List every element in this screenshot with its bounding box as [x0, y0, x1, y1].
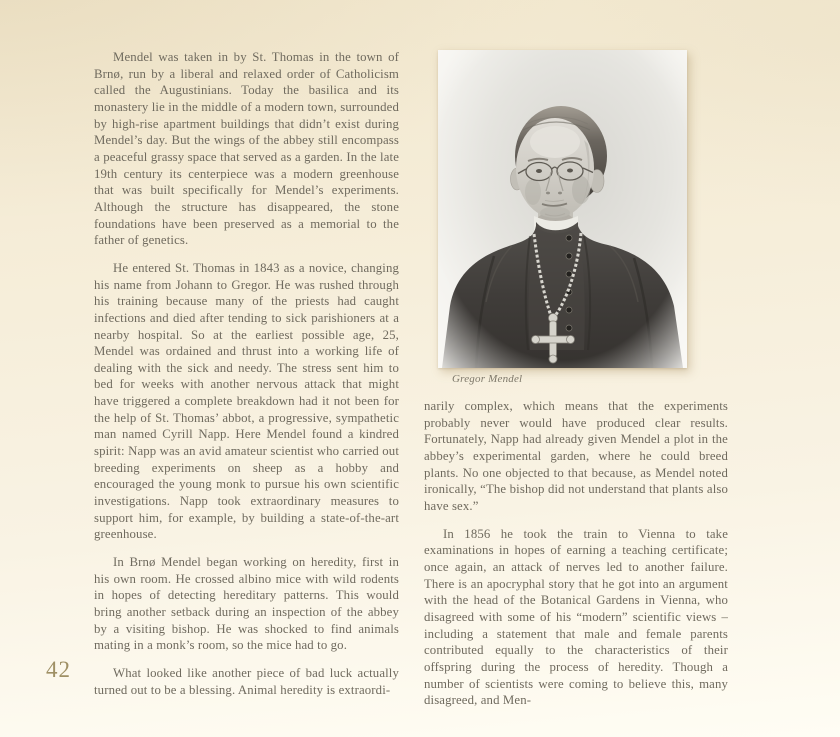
- paragraph-left-1: Mendel was taken in by St. Thomas in the town of Brnø, run by a liberal and relaxed order of Catholicism called the Augustinians. Today the basilica and its monastery lie in the middle of a modern town, surrounded by high-rise apartment buildings that didn’t exist during Mendel’s day. But the wings of the abbey still encompass a peaceful grassy space that served as a garden. In the late 19th century its centerpiece was a modern greenhouse that was built specifically for Mendel’s experiments. Although the structure has disappeared, the stone foundations have been preserved as a memorial to the father of genetics.: [94, 50, 399, 248]
- paragraph-left-2: He entered St. Thomas in 1843 as a novice, changing his name from Johann to Gregor. He was rushed through his training because many of the priests had caught infections and died after tending to sick parishioners at a nearby hospital. So at the earliest possible age, 25, Mendel was ordained and thrust into a working life of dealing with the sick and needy. The stress sent him to bed for weeks with another nervous attack that might have triggered a complete breakdown had it not been for the help of St. Thomas’ abbot, a progressive, sympathetic man named Cyrill Napp. Here Mendel found a kindred spirit: Napp was an avid amateur scientist who carried out breeding experiments on sheep as a hobby and encouraged the young monk to pursue his own scientific investigations. Napp took extraordinary measures to support him, for example, by building a state-of-the-art greenhouse.: [94, 260, 399, 542]
- paragraph-left-3: In Brnø Mendel began working on heredity, first in his own room. He crossed albino mice with wild rodents in hopes of detecting hereditary patterns. This would bring another setback during an inspection of the abbey by a visiting bishop. He was shocked to find animals mating in a monk’s room, so the mice had to go.: [94, 555, 399, 653]
- paragraph-left-4: What looked like another piece of bad luck actually turned out to be a blessing. Animal heredity is extraordi-: [94, 665, 399, 697]
- mendel-portrait-illustration: [438, 50, 687, 368]
- portrait-caption: Gregor Mendel: [452, 373, 523, 385]
- paragraph-right-1: narily complex, which means that the experiments probably never would have produced clear results. Fortunately, Napp had already given Mendel a plot in the abbey’s experimental garden, where he could breed plants. No one objected to that because, as Mendel noted ironically, “The bishop did not understand that plants also have sex.”: [424, 399, 728, 513]
- right-column: [424, 398, 728, 709]
- paragraph-right-2: In 1856 he took the train to Vienna to take examinations in hopes of earning a teaching certificate; once again, an attack of nerves led to another failure. There is an apocryphal story that he got into an argument with the head of the Botanical Gardens in Vienna, who disagreed with some of his “modern” scientific views – including a statement that male and female parents contributed equally to the characteristics of their offspring during the process of heredity. Though a number of scientists were coming to believe this, many disagreed, and Men-: [424, 526, 728, 708]
- left-column: [94, 49, 399, 698]
- page-number: 42: [46, 657, 71, 682]
- mendel-portrait-photo: [438, 50, 687, 368]
